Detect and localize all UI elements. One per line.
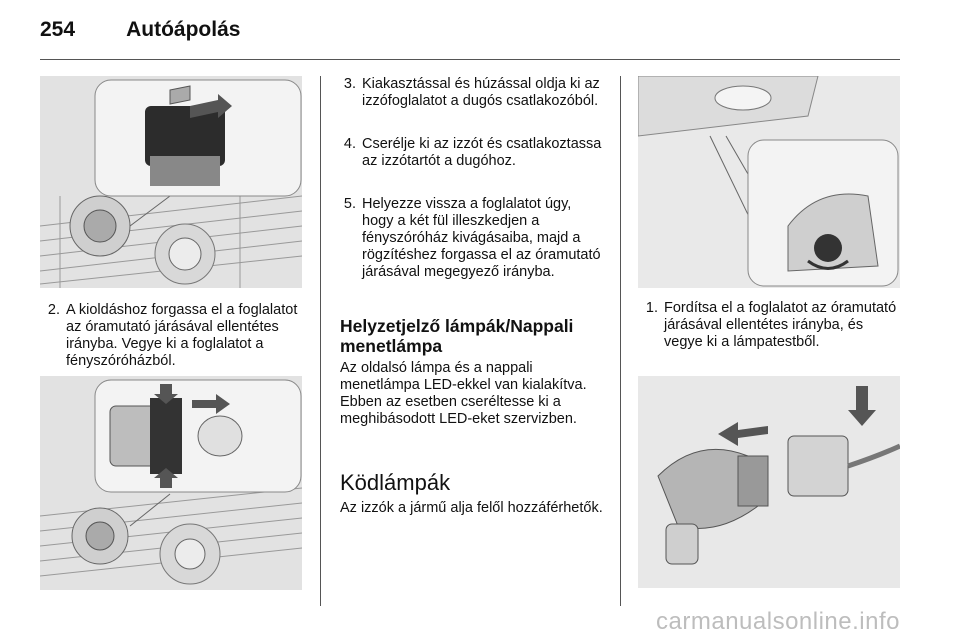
step-number: 2. (47, 302, 60, 318)
step-number: 5. (343, 196, 356, 212)
step-text: Fordítsa el a foglalatot az óramutató járásával ellentétes irányba, és vegye ki a lámpatestből. (664, 300, 897, 350)
step-number: 1. (645, 300, 658, 316)
header-rule (40, 59, 900, 60)
figure-fog-lamp-location (638, 76, 900, 288)
step-text: A kioldáshoz forgassa el a foglalatot az óramutató járásával ellentétes irányba. Vegye ki a foglalatot a fényszóróházból. (66, 302, 298, 369)
column-divider-1 (320, 76, 321, 606)
figure-headlamp-socket-removal (40, 76, 302, 288)
paragraph-side-lamps: Az oldalsó lámpa és a nappali menetlámpa LED-ekkel van kialakítva. Ebben az esetben cseréltesse ki a meghibásodott LED-eket szervizben. (340, 360, 587, 427)
step-text: Helyezze vissza a foglalatot úgy, hogy a két fül illeszkedjen a fényszóróház kivágásaiba, majd a rögzítéshez forgassa el az óramutató járásával megegyező irányba. (362, 196, 601, 280)
figure-fog-bulb-connector (638, 376, 900, 588)
heading-fog-lamps: Ködlámpák (340, 470, 451, 495)
page-number: 254 (40, 18, 76, 41)
column-divider-2 (620, 76, 621, 606)
paragraph-fog-lamps: Az izzók a jármű alja felől hozzáférhetők. (340, 500, 603, 516)
step-number: 4. (343, 136, 356, 152)
figure-bulb-holder (40, 376, 302, 590)
step-number: 3. (343, 76, 356, 92)
step-text: Kiakasztással és húzással oldja ki az izzófoglalatot a dugós csatlakozóból. (362, 76, 600, 109)
page-header (40, 18, 240, 42)
page-title: Autóápolás (126, 18, 241, 41)
step-text: Cserélje ki az izzót és csatlakoztassa az izzótartót a dugóhoz. (362, 136, 602, 169)
watermark: carmanualsonline.info (656, 608, 900, 635)
heading-side-lamps: Helyzetjelző lámpák/Nappali menetlámpa (340, 316, 574, 356)
